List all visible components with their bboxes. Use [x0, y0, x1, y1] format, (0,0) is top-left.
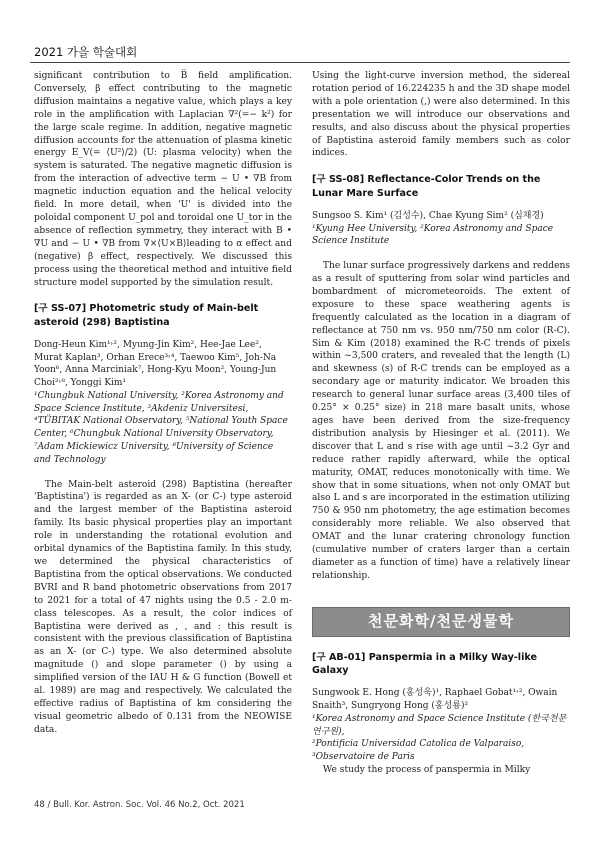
left-column	[34, 70, 292, 737]
section-title-ss07: [구 SS-07] Photometric study of Main-belt asteroid (298) Baptistina	[34, 303, 259, 328]
page-footer: 48 / Bull. Kor. Astron. Soc. Vol. 46 No.2, Oct. 2021	[34, 800, 245, 810]
spacer	[34, 467, 292, 479]
affiliation-ab01-2: ²Pontificia Universidad Catolica de Valparaiso,	[312, 739, 525, 750]
section-title-ab01: [구 AB-01] Panspermia in a Milky Way-like Galaxy	[312, 651, 538, 676]
running-header: 2021 가을 학술대회	[34, 45, 138, 59]
spacer	[312, 248, 570, 260]
authors-ab01: Sungwook E. Hong (홍성욱)¹, Raphael Gobat¹˒², Owain Snaith³, Sungryong Hong (홍성룡)²	[312, 688, 558, 711]
abstract-ss08: The lunar surface progressively darkens and reddens as a result of sputtering from solar wind particles and bombardment of micrometeoroids. The extent of exposure to these space weathering agents is frequently calculated as the location in a diagram of reflectance at 750 nm vs. 950 nm/750 nm color (R-C). Sim & Kim (2018) examined the R-C trends of pixels within ~3,500 craters, and revealed that the length (L) and skewness (s) of R-C trends can be employed as a secondary age or maturity indicator. We broaden this research to general lunar surface areas (3,400 tiles of 0.25° × 0.25° size) in 218 mare basalt units, whose ages have been derived from the size-frequency distribution analysis by Hiesinger et al. (2011). We discover that L and s rise with age until ~3.2 Gyr and reduce rather rapidly afterward, while the optical maturity, OMAT, reduces monotonically with time. We show that in some situations, when not only OMAT but also L and s are incorporated in the estimation utilizing 750 & 950 nm photometry, the age estimation becomes considerably more reliable. We also observed that OMAT and the lunar cratering chronology function (cumulative number of craters larger than a certain diameter as a function of time) have a relatively linear relationship.	[312, 261, 570, 581]
session-banner-label: 천문화학/천문생물학	[368, 612, 514, 631]
authors-ss08: Sungsoo S. Kim¹ (김성수), Chae Kyung Sim² (심채경)	[312, 210, 544, 221]
affiliation-ab01-1: ¹Korea Astronomy and Space Science Institute (한국천문연구원),	[312, 713, 567, 737]
section-title-ss08: [구 SS-08] Reflectance-Color Trends on the Lunar Mare Surface	[312, 174, 541, 199]
header-rule	[30, 62, 570, 63]
abstract-ss07: The Main-belt asteroid (298) Baptistina (hereafter 'Baptistina') is regarded as an X- (or C-) type asteroid and the largest member of the Baptistina asteroid family. Its basic physical properties play an important role in understanding the rotational evolution and orbital dynamics of the Baptistina family. In this study, we determined the physical characteristics of Baptistina from the optical observations. We conducted BVRI and R band photometric observations from 2017 to 2021 for a total of 47 nights using the 0.5 - 2.0 m-class telescopes. As a result, the color indices of Baptistina were derived as , , and : this result is consistent with the previous classification of Baptistina as an X- (or C-) type. We also determined absolute magnitude () and slope parameter () by using a simplified version of the IAU H & G function (Bowell et al. 1989) are mag and respectively. We calculated the effective radius of Baptistina of km considering the visual geometric albedo of 0.131 from the NEOWISE data.	[34, 479, 292, 735]
paragraph-ss07-continued: Using the light-curve inversion method, the sidereal rotation period of 16.224235 h and the 3D shape model with a pole orientation (,) were also determined. In this presentation we will introduce our observations and results, and also discuss about the physical properties of Baptistina asteroid family members such as color indices.	[312, 71, 570, 159]
affiliations-ss08: ¹Kyung Hee University, ²Korea Astronomy and Space Science Institute	[312, 223, 554, 247]
paragraph-dynamo-continued: significant contribution to B̅ field amplification. Conversely, β effect contributing to the magnetic diffusion maintains a negative value, which plays a key role in the amplification with Laplacian ∇²(=− k²) for the large scale regime. In addition, negative magnetic diffusion accounts for the attenuation of plasma kinetic energy E_V(= ⟨U²⟩/2) (U: plasma velocity) when the system is saturated. The negative magnetic diffusion is from the interaction of advective term − U • ∇B from magnetic induction equation and the helical velocity field. In more detail, when 'U' is divided into the poloidal component U_pol and toroidal one U_tor in the absence of reflection symmetry, they interact with B • ∇U and − U • ∇B from ∇×⟨U×B⟩leading to α effect and (negative) β effect, respectively. We discussed this process using the theoretical method and intuitive field structure model supported by the simulation result.	[34, 71, 292, 288]
session-banner	[312, 607, 570, 637]
abstract-ab01-start: We study the process of panspermia in Milky	[322, 764, 531, 775]
authors-ss07: Dong-Heun Kim¹˒², Myung-Jin Kim², Hee-Jae Lee², Murat Kaplan³, Orhan Erece³˒⁴, Taewoo Kim⁵, Joh-Na Yoon⁶, Anna Marciniak⁷, Hong-Kyu Moon², Young-Jun Choi²˒⁸, Yonggi Kim¹	[34, 339, 277, 389]
affiliation-ab01-3: ³Observatoire de Paris	[312, 752, 415, 763]
affiliations-ss07: ¹Chungbuk National University, ²Korea Astronomy and Space Science Institute, ³Akdeniz Universitesi, ⁴TÜBITAK National Observatory, ⁵National Youth Space Center, ⁶Chungbuk National University Observatory, ⁷Adam Mickiewicz University, ⁸University of Science and Technology	[34, 390, 288, 465]
right-column	[312, 70, 570, 777]
